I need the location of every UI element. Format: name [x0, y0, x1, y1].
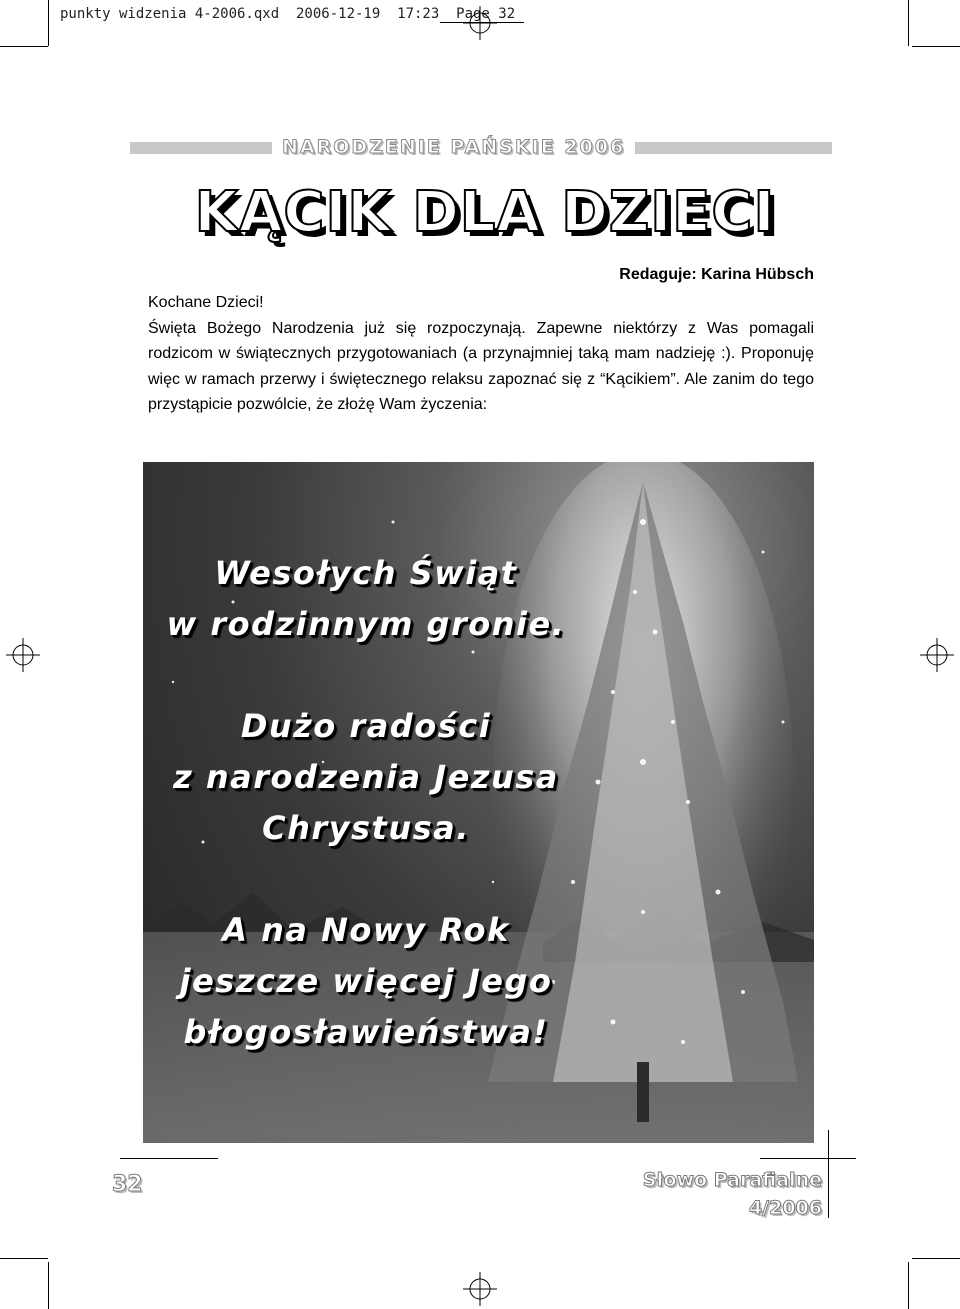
file-slug: punkty widzenia 4-2006.qxd 2006-12-19 17:23 Page 32	[60, 6, 516, 22]
intro-greeting: Kochane Dzieci!	[148, 294, 264, 311]
wish-line-6: A na Nowy Rok	[222, 911, 510, 949]
wish-line-5: Chrystusa.	[262, 809, 470, 847]
magazine-name: Słowo Parafialne	[642, 1169, 822, 1191]
registration-mark-right	[920, 638, 954, 672]
wish-line-2: w rodzinnym gronie.	[166, 605, 566, 643]
registration-mark-bottom	[463, 1272, 497, 1306]
registration-mark-top	[463, 6, 497, 40]
intro-text	[148, 290, 814, 418]
wish-line-3: Dużo radości	[240, 707, 492, 745]
registration-mark-left	[6, 638, 40, 672]
wish-line-4: z narodzenia Jezusa	[173, 758, 559, 796]
section-label: NARODZENIE PAŃSKIE 2006	[272, 136, 635, 158]
editor-credit: Redaguje: Karina Hübsch	[619, 266, 814, 283]
intro-body: Święta Bożego Narodzenia już się rozpoczynają. Zapewne niektórzy z Was pomagali rodzicom w świątecznych przygotowaniach (a przynajmniej taką mam nadzieję :). Proponuję więc w ramach przerwy i świętecznego relaksu zapoznać się z “Kącikiem”. Ale zanim do tego przystąpicie pozwólcie, że złożę Wam życzenia:	[148, 319, 814, 413]
page-title: KĄCIK DLA DZIECI	[194, 180, 776, 245]
wish-line-8: błogosławieństwa!	[183, 1013, 549, 1051]
wish-line-1: Wesołych Świąt	[214, 554, 518, 592]
wish-line-7: jeszcze więcej Jego	[179, 962, 553, 1000]
magazine-footer	[643, 1166, 822, 1222]
magazine-issue: 4/2006	[748, 1197, 822, 1219]
page-number: 32	[112, 1172, 143, 1197]
christmas-tree-photo	[143, 462, 814, 1143]
